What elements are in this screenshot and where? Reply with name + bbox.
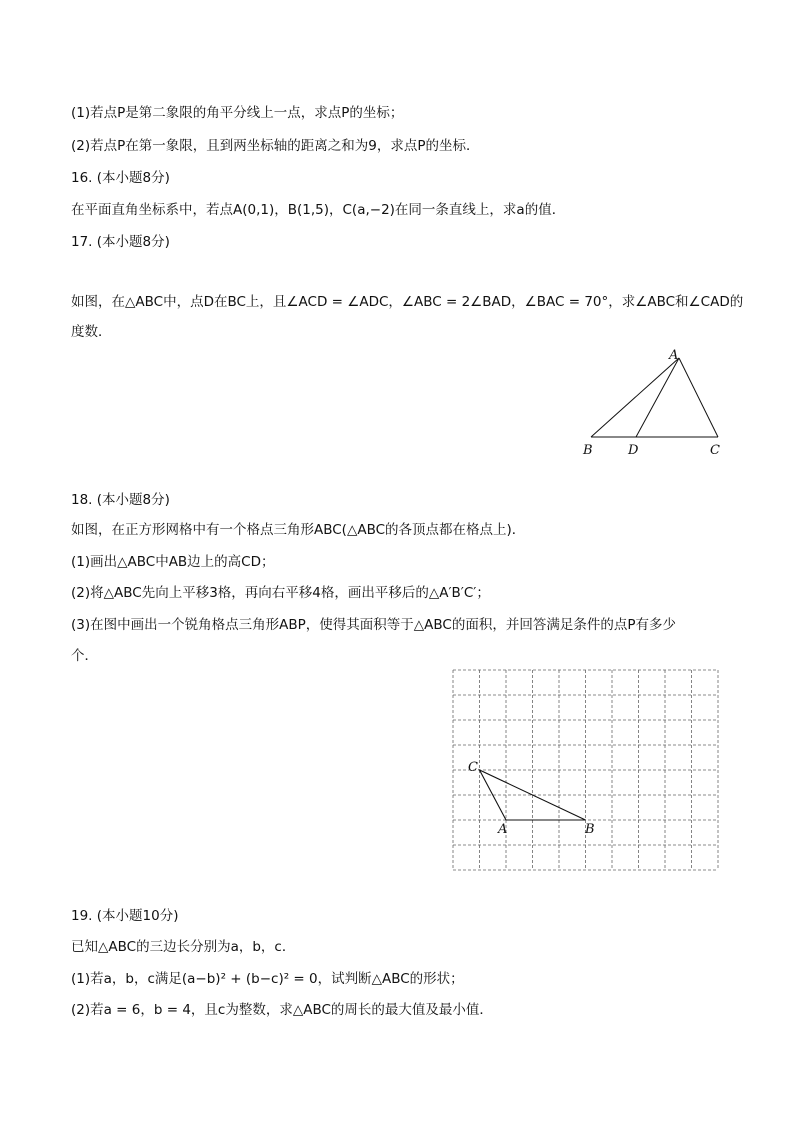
q19-part2: (2)若a = 6，b = 4，且c为整数，求△ABC的周长的最大值及最小值．: [71, 1002, 493, 1018]
vertex-label-b: B: [583, 443, 593, 458]
vertex-label-c: C: [710, 443, 720, 458]
q18-part1: (1)画出△ABC中AB边上的高CD；: [71, 554, 275, 570]
q17-text-2: 度数．: [71, 324, 112, 340]
q18-text: 如图，在正方形网格中有一个格点三角形ABC(△ABC的各顶点都在格点上)．: [71, 522, 526, 538]
q17-header: 17. (本小题8分): [71, 234, 170, 250]
q19-text: 已知△ABC的三边长分别为a，b，c．: [71, 939, 296, 955]
vertex-label-d: D: [628, 443, 639, 458]
vertex-label-a: A: [669, 348, 679, 363]
grid-figure-18: [445, 664, 730, 879]
q15-part2: (2)若点P在第一象限，且到两坐标轴的距离之和为9，求点P的坐标．: [71, 138, 480, 154]
q17-text-1: 如图，在△ABC中，点D在BC上，且∠ACD = ∠ADC，∠ABC = 2∠BAD，∠BAC = 70°，求∠ABC和∠CAD的: [71, 294, 744, 310]
q16-text: 在平面直角坐标系中，若点A(0,1)，B(1,5)，C(a,−2)在同一条直线上，求a的值．: [71, 202, 566, 218]
grid-label-c: C: [468, 760, 478, 775]
q19-header: 19. (本小题10分): [71, 908, 179, 924]
grid-label-b: B: [585, 822, 595, 837]
grid-label-a: A: [498, 822, 508, 837]
q18-header: 18. (本小题8分): [71, 492, 170, 508]
q18-part3-2: 个．: [71, 648, 98, 664]
q16-header: 16. (本小题8分): [71, 170, 170, 186]
q19-part1: (1)若a，b，c满足(a−b)² + (b−c)² = 0，试判断△ABC的形状；: [71, 971, 464, 987]
q15-part1: (1)若点P是第二象限的角平分线上一点，求点P的坐标；: [71, 105, 404, 121]
q18-part2: (2)将△ABC先向上平移3格，再向右平移4格，画出平移后的△A′B′C′；: [71, 585, 490, 601]
triangle-figure-17: [575, 340, 735, 465]
q18-part3-1: (3)在图中画出一个锐角格点三角形ABP，使得其面积等于△ABC的面积，并回答满足条件的点P有多少: [71, 617, 676, 633]
